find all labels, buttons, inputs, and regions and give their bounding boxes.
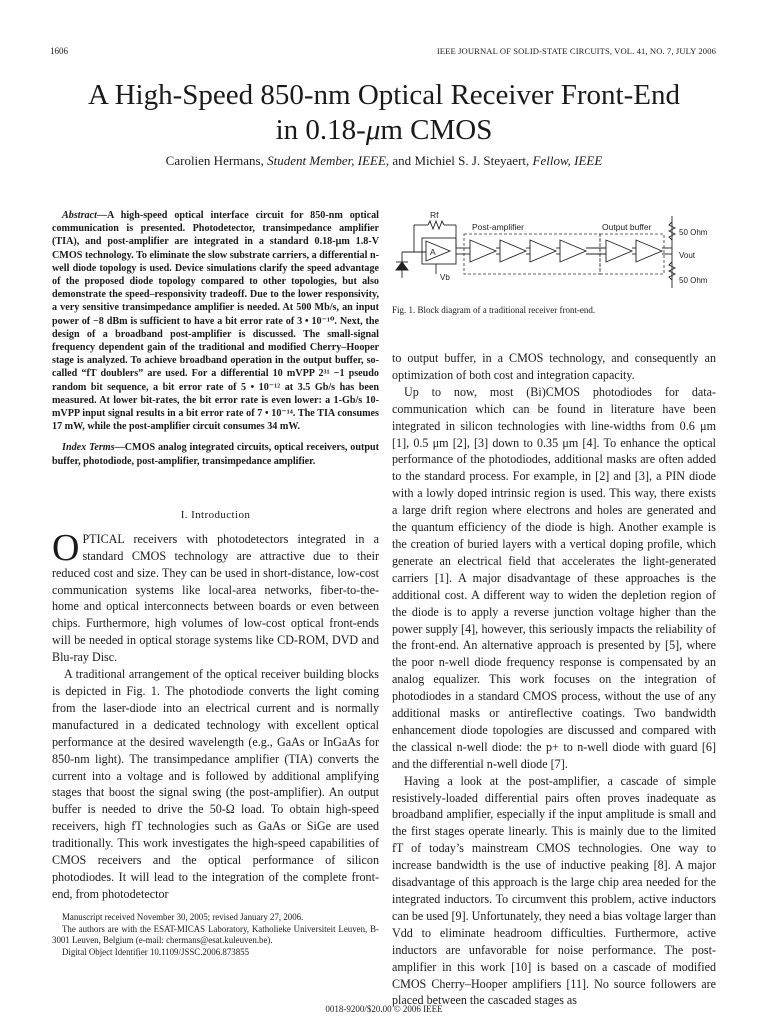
amp-stage-2 [500,240,526,262]
load-top-label: 50 Ohm [679,228,708,237]
vout-label: Vout [679,251,696,260]
drop-cap: O [52,526,80,569]
paper-title [0,78,768,148]
figure-1-block-diagram [392,208,716,292]
left-column [52,209,379,903]
abstract-text: —A high-speed optical interface circuit for 850-nm optical communication is presented. Photodetector, transimpedance amplifier (TIA), and post-amplifier are integrated in a standard 0.18-μm 1.8-V CMOS technology. To eliminate the slow substrate carriers, a differential n-well diode topology is used. Device simulations clarify the speed advantage of the proposed diode topology compared to other topologies, but also demonstrate the speed–responsivity tradeoff. Due to the lower responsivity, a very sensitive transimpedance amplifier is needed. At 500 Mb/s, an input power of −8 dBm is sufficient to have a bit error rate of 3 • 10⁻¹⁰. Next, the design of a broadband post-amplifier is discussed. The small-signal frequency dependent gain of the traditional and modified Cherry–Hooper stage is analyzed. To achieve broadband operation in the output buffer, so-called “fT doublers” are used. For a differential 10 mVPP 2³¹ −1 pseudo random bit sequence, a bit error rate of 5 • 10⁻¹² at 3.5 Gb/s has been measured. At lower bit-rates, the bit error rate is even lower: a 1-Gb/s 10-mVPP input signal results in a bit error rate of 7 • 10⁻¹⁴. The TIA consumes 17 mW, while the post-amplifier circuit consumes 34 mW. [52,210,379,433]
author-2-role: Fellow, IEEE [532,153,603,168]
page-number: 1606 [50,46,68,56]
right-column [392,350,716,1009]
author-line: Carolien Hermans, Student Member, IEEE, and Michiel S. J. Steyaert, Fellow, IEEE [165,153,603,168]
right-paragraph-1: to output buffer, in a CMOS technology, and consequently an optimization of both cost and integration capacity. [392,351,716,382]
index-terms [52,441,379,467]
rf-label: Rf [430,210,439,220]
vb-label: Vb [440,273,450,282]
photodiode-icon [396,252,426,278]
title-line-2: in 0.18-μm CMOS [275,114,493,146]
buffer-stage-2 [636,240,662,262]
abstract-label: Abstract [62,210,97,221]
title-line-1: A High-Speed 850-nm Optical Receiver Front-End [88,79,680,111]
right-paragraph-2: Up to now, most (Bi)CMOS photodiodes for data-communication which can be found in literature have been integrated in silicon technologies with line-widths from 0.6 μm [1], 0.5 μm [2], [3] down to 0.35 μm [4]. To enhance the optical performance of the photodiodes, additional masks are often added to the standard process. For example, in [2] and [3], a PIN diode with a lowly doped intrinsic region is used. This way, there exists a large drift region where electrons and holes are generated and the quantum efficiency of the diode is high. Another example is the creation of buried layers with a vertical doping profile, which generate an electrical field that accelerates the light-generated carriers [1]. A major disadvantage of these approaches is the additional cost. A different way to widen the depletion region of the diode is to apply a reverse junction voltage higher than the power supply [4], however, this seriously impacts the reliability of the front-end. An alternative approach is presented by [5], where the poor n-well diode frequency response is compensated by an analog equalizer. This work focuses on the integration of photodiodes in a standard CMOS process, without the use of any additional masks or antireflective coatings. Two bandwidth enhancement diode topologies are discussed and compared with the classical n-well diode: the p+ to n-well diode with guard [6] and the differential n-well diode [7]. [392,384,716,771]
index-terms-label: Index Terms [62,442,115,454]
figure-caption: Fig. 1. Block diagram of a traditional receiver front-end. [392,305,596,315]
post-amplifier-label: Post-amplifier [472,222,524,232]
section-heading: I. Introduction [180,508,251,521]
intro-paragraph-2: A traditional arrangement of the optical receiver building blocks is depicted in Fig. 1. The photodiode converts the light coming from the laser-diode into an electrical current and is normally manufactured in a dedicated technology with excellent optical performance at the desired wavelength (e.g., GaAs or InGaAs for 850-nm light). The transimpedance amplifier (TIA) converts the current into a voltage and is followed by additional amplifying stages that boost the signal swing (the post-amplifier). An output buffer is needed to drive the 50-Ω load. To obtain high-speed receivers, high fT technologies such as GaAs or SiGe are used traditionally. This work investigates the high-speed capabilities of CMOS receivers and the optical performance of silicon photodiodes. It will lead to the integration of the complete front-end, from photodetector [52,667,379,901]
amp-stage-4 [560,240,586,262]
footnote-affiliation: The authors are with the ESAT-MICAS Laboratory, Katholieke Universiteit Leuven, B-3001 Leuven, Belgium (e-mail: chermans@esat.kuleuven.be). [52,923,379,946]
index-terms-text: —CMOS analog integrated circuits, optical receivers, output buffer, photodiode, post-amplifier, transimpedance amplifier. [52,442,380,467]
author-1-role: Student Member, IEEE, [267,153,390,168]
footnote [52,912,379,958]
footnote-received: Manuscript received November 30, 2005; revised January 27, 2006. [62,912,304,922]
journal-header: IEEE JOURNAL OF SOLID-STATE CIRCUITS, VOL. 41, NO. 7, JULY 2006 [436,46,716,56]
right-paragraph-3: Having a look at the post-amplifier, a cascade of simple resistively-loaded differential pairs often proves inadequate as broadband amplifier, especially if the input amplitude is small and the first stages operate linearly. This is mainly due to the limited fT of today’s mainstream CMOS technologies. One way to increase bandwidth is the use of inductive peaking [8]. A major disadvantage of this approach is the large chip area needed for the integrated inductors. To circumvent this problem, active inductors can be used [9]. Unfortunately, they need a bias voltage larger than Vdd to eliminate headroom difficulties. Furthermore, active inductors are unfavorable for noise performance. The post-amplifier in this work [10] is based on a cascade of modified CMOS Cherry–Hooper amplifiers [11]. No source followers are placed between the cascaded stages as [392,773,716,1008]
abstract [52,209,379,433]
buffer-stage-1 [606,240,632,262]
amp-stage-1 [470,240,496,262]
load-bottom-label: 50 Ohm [679,276,708,285]
intro-paragraph-1: OPTICAL receivers with photodetectors integrated in a standard CMOS technology are attractive due to their reduced cost and size. They can be used in short-distance, low-cost communication systems like local-area networks, fiber-to-the-home and optical interconnects between boards or even between chips. Furthermore, high volumes of low-cost optical front-ends will be needed in optical storage systems like CD-ROM, DVD and Blu-ray Disc. [52,526,379,665]
author-2: Michiel S. J. Steyaert, [414,153,530,168]
author-1: Carolien Hermans, [165,153,264,168]
copyright: 0018-9200/$20.00 © 2006 IEEE [325,1004,443,1014]
tia-label: A [430,247,436,257]
output-buffer-label: Output buffer [602,222,652,232]
tia-block [422,238,456,274]
amp-stage-3 [530,240,556,262]
footnote-doi: Digital Object Identifier 10.1109/JSSC.2006.873855 [62,946,250,957]
